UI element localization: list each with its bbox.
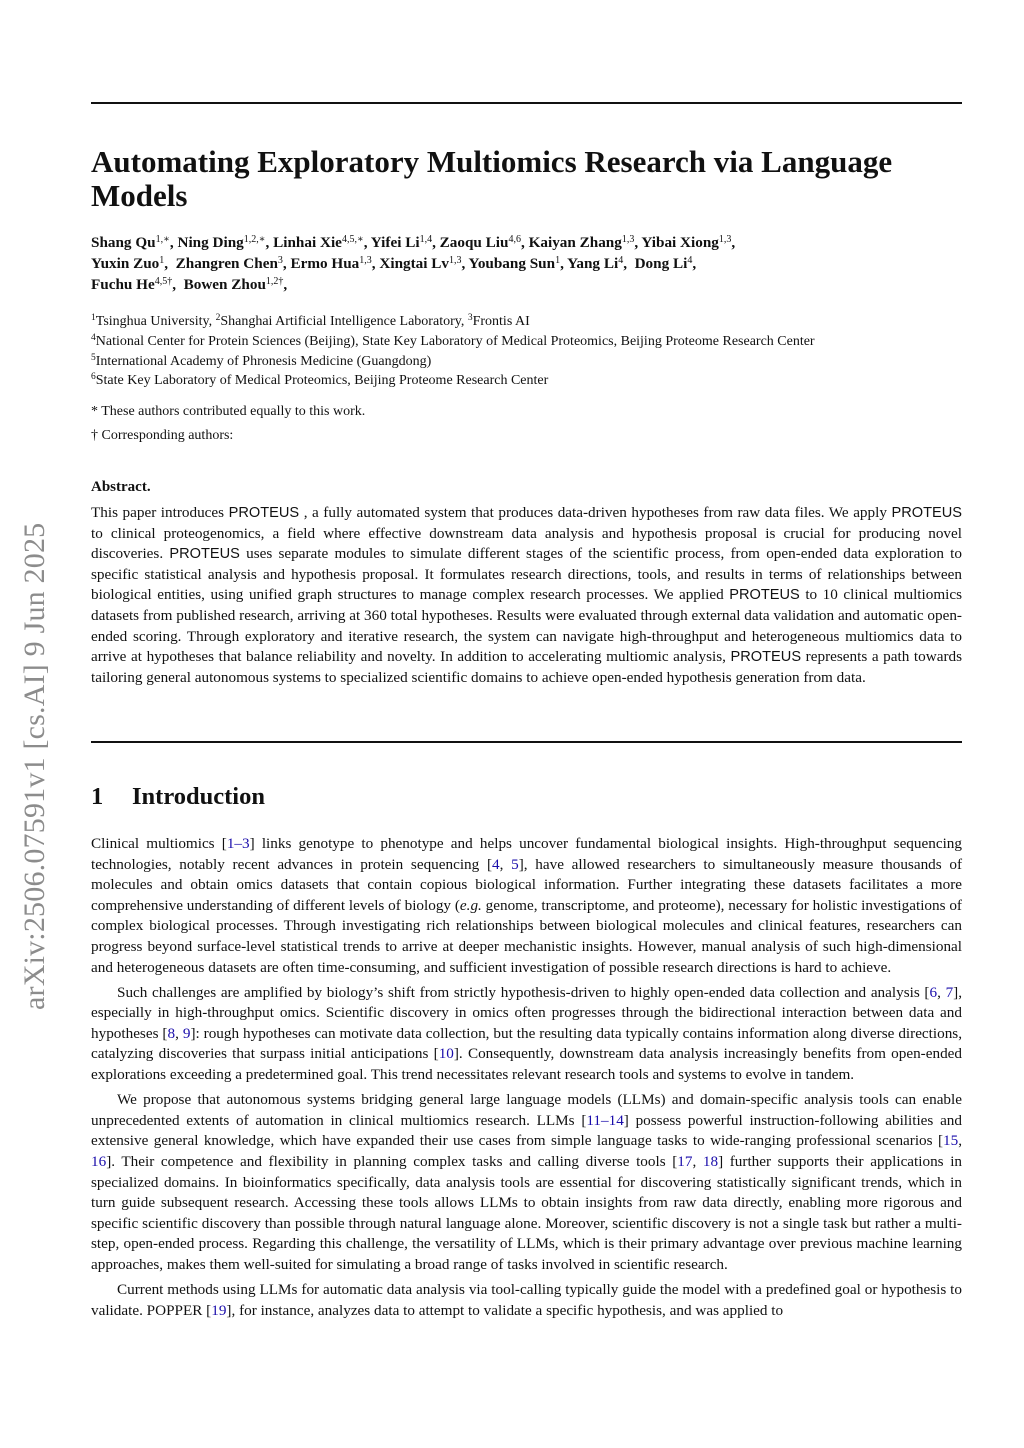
system-name: PROTEUS xyxy=(729,587,800,604)
author: Shang $Qu^{1,∗}$ xyxy=(91,234,170,251)
citation-link[interactable]: 4 xyxy=(492,855,500,873)
section-rule xyxy=(91,741,962,743)
top-rule xyxy=(91,102,962,104)
abstract-heading: Abstract. xyxy=(91,479,151,495)
citation-link[interactable]: 18 xyxy=(702,1152,719,1170)
paper-title: Automating Exploratory Multiomics Research via Language Models xyxy=(91,144,893,213)
author: Yuxin Zuo$^1$ xyxy=(91,254,165,272)
author: Ning Ding$^{1,2,∗}$ xyxy=(177,234,266,251)
citation-link[interactable]: 1–3 xyxy=(226,835,250,852)
affiliation-line: $^6$State Key Laboratory of Medical Proteomics, Beijing Proteome Research Center xyxy=(91,372,549,389)
citation-link[interactable]: 10 xyxy=(438,1045,454,1063)
system-name: PROTEUS xyxy=(891,505,963,521)
author: Zhangren Chen$^3$ xyxy=(175,254,283,272)
author: Yang Li$^4$ xyxy=(567,254,624,272)
affiliation-line: $^4$National Center for Protein Sciences (Beijing), State Key Laboratory of Medical Proteomics, Beijing Proteome Research Center xyxy=(91,332,815,349)
citation-link[interactable]: 9 xyxy=(182,1024,191,1042)
introduction-body xyxy=(91,834,962,1326)
author: Fuchu $He^{4,5\dagger}$ xyxy=(91,275,173,293)
author: Dong Li$^4$ xyxy=(634,254,693,272)
citation-link[interactable]: 11–14 xyxy=(586,1111,624,1129)
affiliation-line: $^5$International Academy of Phronesis Medicine (Guangdong) xyxy=(91,352,432,369)
citation-link[interactable]: 7 xyxy=(945,983,954,1001)
author: Yibai Xiong$^{1,3}$ xyxy=(641,234,732,251)
affiliation-line: $^1$Tsinghua University, $^2$Shanghai Artificial Intelligence Laboratory, $^3$Frontis AI xyxy=(91,313,530,329)
arxiv-identifier-stamp[interactable]: arXiv:2506.07591v1 [cs.AI] 9 Jun 2025 xyxy=(18,522,51,1010)
author: Kaiyan Zhang$^{1,3}$ xyxy=(528,234,635,251)
citation-link[interactable]: 5 xyxy=(511,855,519,873)
system-name: PROTEUS xyxy=(730,649,802,666)
section-heading-introduction: 1 Introduction xyxy=(91,783,265,810)
abstract-body: This paper introduces PROTEUS , a fully automated system that produces data-driven hypotheses from raw data files. We apply PROTEUS to clinical proteogenomics, a field where effective downstream data analysis and hypothesis proposal is crucial for producing novel discoveries. PROTEUS uses separate modules to simulate different stages of the scientific process, from open-ended data exploration to specific statistical analysis and hypothesis proposal. It formulates research directions, tools, and results in terms of relationships between biological entities, using unified graph structures to manage complex research processes. We applied PROTEUS to 10 clinical multiomics datasets from published research, arriving at 360 total hypotheses. Results were evaluated through external data validation and automatic open-ended scoring. Through exploratory and iterative research, the system can navigate high-throughput and heterogeneous multiomics data to arrive at hypotheses that balance reliability and novelty. In addition to accelerating multiomic analysis, PROTEUS represents a path towards tailoring general autonomous systems to specialized scientific domains to achieve open-ended hypothesis generation from data. xyxy=(91,504,963,686)
paragraph: Current methods using LLMs for automatic data analysis via tool-calling typically guide the model with a predefined goal or hypothesis to validate. POPPER [19], for instance, analyzes data to attempt to validate a specific hypothesis, and was applied to xyxy=(91,1280,962,1319)
author: Youbang Sun$^1$ xyxy=(468,254,561,272)
affiliation-list xyxy=(91,312,962,391)
paragraph: We propose that autonomous systems bridging general large language models (LLMs) and domain-specific analysis tools can enable unprecedented extents of automation in clinical multiomics research. LLMs [11–14] possess powerful instruction-following abilities and extensive general knowledge, which have expanded their use cases from simple language tasks to wide-ranging professional scenarios [15, 16]. Their competence and flexibility in planning complex tasks and calling diverse tools [17, 18] further supports their applications in specialized domains. In bioinformatics specifically, data analysis tools are essential for discovering statistically significant trends, which in turn guide subsequent research. Accessing these tools allows LLMs to obtain insights from raw data directly, enabling more rigorous and specific scientific discovery than possible through natural language alone. Moreover, scientific discovery is not a single task but rather a multi-step, open-ended process. Regarding this challenge, the versatility of LLMs, which is their primary advantage over previous machine learning approaches, makes them well-suited for simulating a broad range of tasks involved in scientific research. xyxy=(91,1091,963,1273)
author: Ermo Hua$^{1,3}$ xyxy=(290,254,372,272)
author: Bowen Zhou$^{1,2\dagger}$ xyxy=(183,275,284,293)
citation-link[interactable]: 8 xyxy=(167,1024,176,1042)
author: Zaoqu Liu$^{4,6}$ xyxy=(439,234,521,251)
citation-link[interactable]: 16 xyxy=(91,1152,107,1170)
author: Linhai Xie$^{4,5,∗}$ xyxy=(273,234,364,251)
paragraph: Clinical multiomics [1–3] links genotype to phenotype and helps uncover fundamental biological insights. High-throughput sequencing technologies, notably recent advances in protein sequencing [4, 5], have allowed researchers to simultaneously measure thousands of molecules and obtain omics datasets that contain copious biological information. Further integrating these datasets facilitates a more comprehensive understanding of different levels of biology (e.g. genome, transcriptome, and proteome), necessary for holistic investigations of complex biological processes. Through investigating rich relationships between biological molecules and clinical features, researchers can progress beyond surface-level statistical trends to arrive at deeper mechanistic insights. However, manual analysis of such high-dimensional and heterogeneous datasets are often time-consuming, and sufficient investigation of possible research directions is hard to achieve. xyxy=(91,835,963,976)
system-name: PROTEUS xyxy=(169,546,240,563)
citation-link[interactable]: 6 xyxy=(929,983,938,1001)
citation-link[interactable]: 17 xyxy=(677,1152,693,1170)
author: Yifei Li$^{1,4}$ xyxy=(370,234,433,251)
equal-contribution-note: * These authors contributed equally to this work. xyxy=(91,404,366,419)
citation-link[interactable]: 15 xyxy=(943,1132,959,1150)
system-name: PROTEUS xyxy=(228,505,300,521)
corresponding-authors-note: † Corresponding authors: xyxy=(91,428,234,443)
paragraph: Such challenges are amplified by biology’s shift from strictly hypothesis-driven to highly open-ended data collection and analysis [6, 7], especially in high-throughput omics. Scientific discovery in omics often progresses through the bidirectional interaction between data and hypotheses [8, 9]: rough hypotheses can motivate data collection, but the resulting data typically contains information along diverse directions, catalyzing discoveries that surpass initial anticipations [10]. Consequently, downstream data analysis increasingly benefits from open-ended explorations exceeding a predetermined goal. This trend necessitates relevant research tools and systems to evolve in tandem. xyxy=(91,983,963,1084)
author-list: Shang $Qu^{1,∗}$, Ning Ding$^{1,2,∗}$, Linhai Xie$^{4,5,∗}$, Yifei Li$^{1,4}$, Zaoqu Liu$^{4,6}$, Kaiyan Zhang$^{1,3}$, Yibai Xiong$^{1,3}$, Yuxin Zuo$^1$, Zhangren Chen$^3$, Ermo Hua$^{1,3}$, Xingtai Lv$^{1,3}$, Youbang Sun$^1$, Yang Li$^4$, Dong Li$^4$, Fuchu $He^{4,5\dagger}$, Bowen Zhou$^{1,2\dagger}$, xyxy=(91,234,736,293)
author: Xingtai Lv$^{1,3}$ xyxy=(379,254,462,272)
citation-link[interactable]: 19 xyxy=(211,1301,227,1319)
